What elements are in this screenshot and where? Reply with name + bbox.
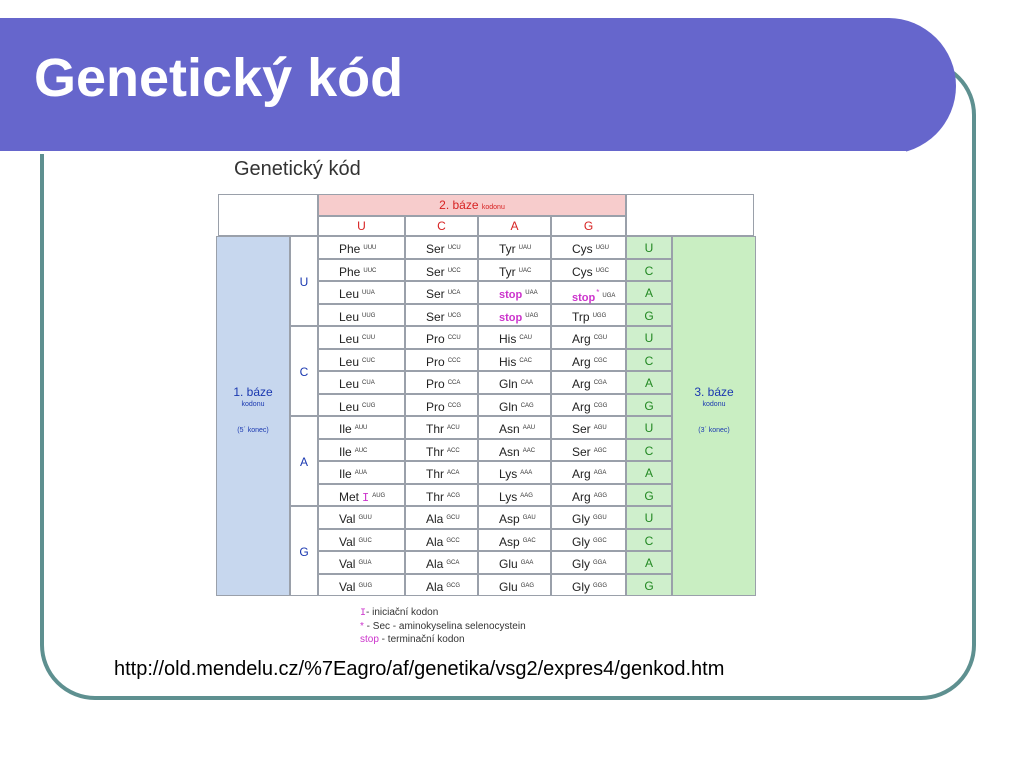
codon-cell xyxy=(318,394,405,417)
amino-acid-label: Gly xyxy=(572,534,590,549)
codon-cell xyxy=(478,304,551,327)
amino-acid-label: Pro xyxy=(426,377,445,391)
third-base-letter: C xyxy=(626,439,672,462)
codon-triplet: AUC xyxy=(354,447,368,454)
legend-item-stop xyxy=(360,633,526,646)
second-base-title: 2. báze xyxy=(439,198,479,212)
codon-cell xyxy=(318,439,405,462)
amino-acid-label: Glu xyxy=(499,557,518,571)
amino-acid-label: Arg xyxy=(572,377,591,391)
second-base-header xyxy=(318,194,626,216)
codon-cell xyxy=(405,551,478,574)
codon-triplet: AGG xyxy=(593,492,608,499)
codon-cell xyxy=(405,529,478,552)
codon-triplet: GAC xyxy=(522,537,536,544)
codon-triplet: GGC xyxy=(593,537,607,544)
codon-triplet: GGA xyxy=(593,560,607,566)
amino-acid-label: Ala xyxy=(426,512,444,526)
amino-acid-label: Asn xyxy=(499,422,520,436)
codon-triplet: GAG xyxy=(520,582,535,589)
codon-triplet: AAA xyxy=(520,470,533,476)
third-base-letter: A xyxy=(626,371,672,394)
third-base-letter: U xyxy=(626,506,672,529)
codon-cell xyxy=(551,349,626,372)
codon-triplet: UUU xyxy=(363,245,377,251)
amino-acid-label: Ser xyxy=(426,242,445,256)
first-base-letter: U xyxy=(290,236,318,326)
codon-cell xyxy=(318,416,405,439)
table-corner-right-cell xyxy=(626,194,754,236)
amino-acid-label: Ser xyxy=(426,309,445,324)
codon-cell xyxy=(551,551,626,574)
legend-text: - terminační kodon xyxy=(378,634,465,645)
codon-triplet: GCG xyxy=(446,582,461,589)
third-base-subtitle: kodonu xyxy=(702,401,726,408)
amino-acid-label: Lys xyxy=(499,489,518,504)
codon-cell xyxy=(405,304,478,327)
codon-cell xyxy=(551,506,626,529)
codon-cell xyxy=(478,281,551,304)
amino-acid-label: Ser xyxy=(426,264,445,279)
amino-acid-label: Asp xyxy=(499,534,520,549)
first-base-letter: G xyxy=(290,506,318,596)
amino-acid-label: Arg xyxy=(572,332,591,346)
amino-acid-label: Thr xyxy=(426,422,444,436)
amino-acid-label: Gly xyxy=(572,579,590,594)
codon-triplet: UAC xyxy=(518,267,532,274)
codon-cell xyxy=(405,259,478,282)
codon-triplet: ACG xyxy=(447,492,461,499)
amino-acid-label: Val xyxy=(339,557,356,571)
amino-acid-label: Cys xyxy=(572,264,593,279)
amino-acid-label: Leu xyxy=(339,287,360,301)
codon-triplet: UAU xyxy=(518,245,532,251)
figure-title: Genetický kód xyxy=(234,158,361,180)
codon-triplet: AUU xyxy=(354,425,368,431)
amino-acid-label: Leu xyxy=(339,354,360,369)
amino-acid-label: Ala xyxy=(426,579,444,594)
third-base-letter: U xyxy=(626,236,672,259)
amino-acid-label: Asn xyxy=(499,444,520,459)
codon-triplet: CAC xyxy=(519,357,533,364)
codon-cell xyxy=(318,281,405,304)
amino-acid-label: Asp xyxy=(499,512,520,526)
first-base-title: 1. báze xyxy=(233,385,273,399)
third-base-letter: C xyxy=(626,349,672,372)
codon-cell xyxy=(478,259,551,282)
codon-cell xyxy=(405,416,478,439)
codon-triplet: UCC xyxy=(447,267,461,274)
codon-triplet: AAG xyxy=(520,492,533,499)
amino-acid-label: Arg xyxy=(572,467,591,481)
codon-cell xyxy=(318,304,405,327)
codon-triplet: GCC xyxy=(446,537,460,544)
third-base-title: 3. báze xyxy=(694,385,734,399)
amino-acid-label: Trp xyxy=(572,309,590,324)
amino-acid-label: Val xyxy=(339,534,356,549)
codon-triplet: GAA xyxy=(520,560,534,566)
codon-triplet: GCU xyxy=(446,515,460,521)
codon-cell xyxy=(318,236,405,259)
third-base-panel xyxy=(672,236,756,596)
codon-triplet: CUU xyxy=(362,335,376,341)
codon-triplet: CCU xyxy=(447,335,461,341)
codon-triplet: CGU xyxy=(593,335,608,341)
amino-acid-label: Arg xyxy=(572,399,591,414)
codon-cell xyxy=(405,236,478,259)
codon-cell xyxy=(551,461,626,484)
codon-triplet: UAG xyxy=(525,312,539,319)
legend-text: - iniciační kodon xyxy=(366,607,439,618)
amino-acid-label: Pro xyxy=(426,332,445,346)
codon-triplet: CAU xyxy=(519,335,533,341)
codon-cell xyxy=(551,259,626,282)
first-base-note: (5´ konec) xyxy=(237,427,269,434)
codon-triplet: CGC xyxy=(593,357,608,364)
amino-acid-label: Arg xyxy=(572,354,591,369)
codon-triplet: UCU xyxy=(447,245,461,251)
source-url: http://old.mendelu.cz/%7Eagro/af/genetika/vsg2/expres4/genkod.htm xyxy=(114,658,725,680)
first-base-panel xyxy=(216,236,290,596)
amino-acid-label: Arg xyxy=(572,489,591,504)
second-base-letter: C xyxy=(405,216,478,236)
codon-cell xyxy=(551,236,626,259)
codon-triplet: CUC xyxy=(362,357,376,364)
codon-cell xyxy=(478,236,551,259)
codon-cell xyxy=(551,304,626,327)
codon-triplet: CGG xyxy=(593,402,608,409)
codon-triplet: GAU xyxy=(522,515,536,521)
initiation-marker: I xyxy=(362,490,370,505)
legend-symbol: I xyxy=(360,608,367,619)
codon-cell xyxy=(551,439,626,462)
codon-cell xyxy=(478,349,551,372)
amino-acid-label: Gln xyxy=(499,377,518,391)
first-base-letter: A xyxy=(290,416,318,506)
codon-cell xyxy=(318,326,405,349)
codon-triplet: CCA xyxy=(447,380,461,386)
codon-cell xyxy=(318,259,405,282)
codon-triplet: ACC xyxy=(447,447,460,454)
second-base-letter: U xyxy=(318,216,405,236)
codon-triplet: AAC xyxy=(522,447,536,454)
amino-acid-label: Val xyxy=(339,512,356,526)
codon-triplet: UAA xyxy=(525,290,538,296)
codon-triplet: GUU xyxy=(358,515,372,521)
amino-acid-label: Ile xyxy=(339,444,352,459)
legend-symbol: * xyxy=(360,621,364,632)
amino-acid-label: Ser xyxy=(426,287,445,301)
amino-acid-label: His xyxy=(499,332,517,346)
amino-acid-label: Lys xyxy=(499,467,518,481)
first-base-letter: C xyxy=(290,326,318,416)
third-base-letter: A xyxy=(626,461,672,484)
amino-acid-label: His xyxy=(499,354,517,369)
codon-cell xyxy=(551,416,626,439)
codon-cell xyxy=(478,506,551,529)
amino-acid-label: Cys xyxy=(572,242,593,256)
stop-codon-label: stop xyxy=(499,289,523,301)
codon-triplet: GUC xyxy=(358,537,372,544)
amino-acid-label: Tyr xyxy=(499,242,516,256)
stop-codon-label: stop xyxy=(499,311,523,324)
codon-cell xyxy=(551,529,626,552)
codon-cell xyxy=(478,416,551,439)
amino-acid-label: Pro xyxy=(426,354,445,369)
codon-triplet: UCG xyxy=(447,312,462,319)
codon-triplet: CCG xyxy=(447,402,462,409)
codon-triplet: AAU xyxy=(522,425,536,431)
amino-acid-label: Thr xyxy=(426,467,444,481)
amino-acid-label: Ile xyxy=(339,467,352,481)
amino-acid-label: Thr xyxy=(426,489,444,504)
codon-triplet: AGA xyxy=(593,470,607,476)
codon-triplet: CUG xyxy=(362,402,376,409)
third-base-letter: G xyxy=(626,574,672,597)
amino-acid-label: Leu xyxy=(339,399,360,414)
third-base-letter: G xyxy=(626,484,672,507)
codon-triplet: GGU xyxy=(593,515,607,521)
codon-cell xyxy=(551,326,626,349)
codon-cell xyxy=(405,394,478,417)
amino-acid-label: Ala xyxy=(426,534,444,549)
codon-triplet: UGC xyxy=(595,267,610,274)
amino-acid-label: Glu xyxy=(499,579,518,594)
codon-cell xyxy=(478,326,551,349)
slide-title: Genetický kód xyxy=(34,48,404,108)
legend-item-initiation xyxy=(360,606,526,620)
genetic-code-table xyxy=(214,192,760,598)
codon-triplet: CAA xyxy=(520,380,534,386)
codon-cell xyxy=(405,371,478,394)
codon-cell xyxy=(551,484,626,507)
third-base-letter: G xyxy=(626,394,672,417)
amino-acid-label: Thr xyxy=(426,444,444,459)
amino-acid-label: Phe xyxy=(339,242,361,256)
third-base-note: (3´ konec) xyxy=(698,427,730,434)
codon-triplet: UUC xyxy=(363,267,377,274)
codon-cell xyxy=(318,349,405,372)
codon-triplet: GGG xyxy=(593,582,608,589)
legend-text: - Sec - aminokyselina selenocystein xyxy=(363,621,526,632)
amino-acid-label: Pro xyxy=(426,399,445,414)
codon-triplet: UUA xyxy=(362,290,375,296)
codon-cell xyxy=(478,394,551,417)
codon-triplet: ACA xyxy=(447,470,460,476)
codon-cell xyxy=(405,506,478,529)
codon-cell xyxy=(405,281,478,304)
codon-triplet: GCA xyxy=(446,560,460,566)
first-base-subtitle: kodonu xyxy=(241,401,265,408)
third-base-letter: G xyxy=(626,304,672,327)
banner-divider xyxy=(0,151,906,154)
codon-triplet: CUA xyxy=(362,380,375,386)
codon-cell xyxy=(318,371,405,394)
codon-cell xyxy=(478,484,551,507)
codon-cell xyxy=(551,574,626,597)
codon-cell xyxy=(478,461,551,484)
codon-cell xyxy=(318,484,405,507)
codon-triplet: AUA xyxy=(354,470,368,476)
codon-triplet: CAG xyxy=(520,402,534,409)
codon-triplet: UGA xyxy=(602,293,616,299)
third-base-letter: C xyxy=(626,529,672,552)
amino-acid-label: Gly xyxy=(572,557,590,571)
codon-triplet: GUG xyxy=(358,582,373,589)
codon-triplet: CGA xyxy=(593,380,607,386)
codon-cell xyxy=(478,529,551,552)
second-base-letter: A xyxy=(478,216,551,236)
codon-cell xyxy=(318,574,405,597)
third-base-letter: C xyxy=(626,259,672,282)
second-base-subtitle: kodonu xyxy=(481,204,505,211)
codon-triplet: AUG xyxy=(372,492,386,499)
legend-symbol: stop xyxy=(360,634,379,645)
stop-codon-label: stop xyxy=(572,292,596,304)
codon-cell xyxy=(551,281,626,304)
amino-acid-label: Gly xyxy=(572,512,590,526)
codon-triplet: CCC xyxy=(447,357,461,364)
amino-acid-label: Met xyxy=(339,489,360,504)
codon-cell xyxy=(478,574,551,597)
codon-cell xyxy=(551,394,626,417)
codon-triplet: UUG xyxy=(362,312,376,319)
selenocysteine-marker: * xyxy=(596,288,600,297)
codon-cell xyxy=(405,439,478,462)
amino-acid-label: Ser xyxy=(572,422,591,436)
codon-triplet: GUA xyxy=(358,560,372,566)
amino-acid-label: Ile xyxy=(339,422,352,436)
amino-acid-label: Tyr xyxy=(499,264,516,279)
codon-cell xyxy=(405,461,478,484)
codon-cell xyxy=(405,574,478,597)
codon-cell xyxy=(405,484,478,507)
codon-cell xyxy=(478,371,551,394)
codon-cell xyxy=(551,371,626,394)
amino-acid-label: Leu xyxy=(339,332,360,346)
table-corner-cell xyxy=(218,194,318,236)
codon-cell xyxy=(405,349,478,372)
third-base-letter: A xyxy=(626,551,672,574)
legend xyxy=(360,606,526,646)
third-base-letter: U xyxy=(626,326,672,349)
codon-triplet: UCA xyxy=(447,290,461,296)
amino-acid-label: Gln xyxy=(499,399,518,414)
amino-acid-label: Leu xyxy=(339,309,360,324)
third-base-letter: U xyxy=(626,416,672,439)
amino-acid-label: Ser xyxy=(572,444,591,459)
third-base-letter: A xyxy=(626,281,672,304)
amino-acid-label: Phe xyxy=(339,264,361,279)
legend-item-selenocysteine xyxy=(360,620,526,633)
second-base-letter: G xyxy=(551,216,626,236)
amino-acid-label: Leu xyxy=(339,377,360,391)
amino-acid-label: Ala xyxy=(426,557,444,571)
codon-cell xyxy=(405,326,478,349)
codon-cell xyxy=(478,439,551,462)
codon-cell xyxy=(318,529,405,552)
codon-triplet: UGU xyxy=(595,245,610,251)
amino-acid-label: Val xyxy=(339,579,356,594)
codon-cell xyxy=(478,551,551,574)
codon-cell xyxy=(318,551,405,574)
codon-triplet: AGC xyxy=(593,447,607,454)
codon-cell xyxy=(318,506,405,529)
codon-triplet: UGG xyxy=(592,312,607,319)
codon-triplet: AGU xyxy=(593,425,607,431)
codon-triplet: ACU xyxy=(447,425,460,431)
codon-cell xyxy=(318,461,405,484)
